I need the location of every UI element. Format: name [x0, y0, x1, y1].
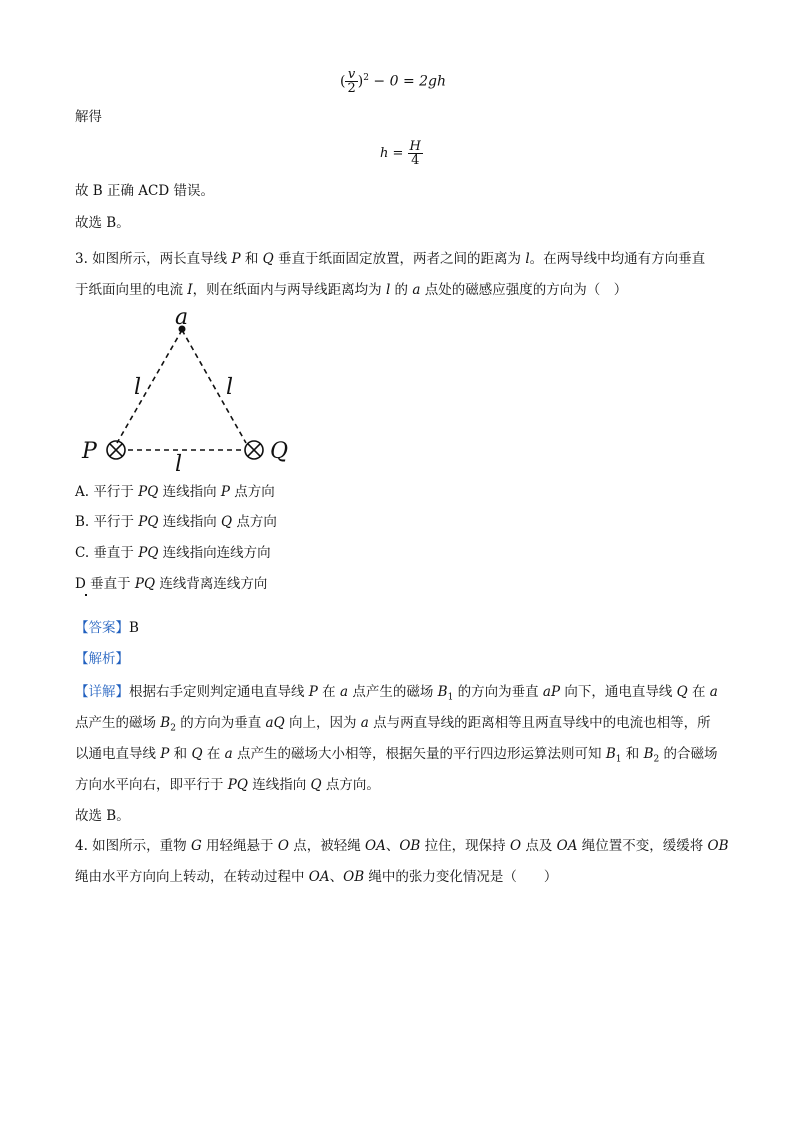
q3-line-2: 于纸面向里的电流 I，则在纸面内与两导线距离均为 l 的 a 点处的磁感应强度的方向为（ ） [75, 282, 628, 298]
wire-P-cross-icon [107, 441, 125, 459]
q3-line-1: 3. 如图所示，两长直导线 P 和 Q 垂直于纸面固定放置，两者之间的距离为 l。在两导线中均通有方向垂直 [75, 251, 706, 267]
label-l-left: l [134, 375, 142, 400]
detail-line-1: 【详解】根据右手定则判定通电直导线 P 在 a 点产生的磁场 $B_1$ 的方向为垂直 aP 向下，通电直导线 Q 在 a [75, 684, 718, 703]
label-l-bottom: l [175, 452, 183, 475]
detail-line-4: 方向水平向右，即平行于 PQ 连线指向 Q 点方向。 [75, 777, 380, 793]
option-d: D 垂直于 PQ 连线背离连线方向 [75, 576, 268, 592]
option-b: B. 平行于 PQ 连线指向 Q 点方向 [75, 514, 277, 530]
choice-line-1: 故选 B。 [75, 215, 130, 231]
option-a: A. 平行于 PQ 连线指向 P 点方向 [75, 484, 275, 500]
detail-line-3: 以通电直导线 P 和 Q 在 a 点产生的磁场大小相等，根据矢量的平行四边形运算法则可知 $B_1$ 和 $B_2$ 的合磁场 [75, 746, 718, 765]
wire-triangle-diagram [70, 300, 310, 475]
label-l-right: l [226, 375, 234, 400]
side-aQ [182, 330, 246, 443]
conclusion-text: 故 B 正确 ACD 错误。 [75, 183, 214, 199]
option-c: C. 垂直于 PQ 连线指向连线方向 [75, 545, 271, 561]
label-Q: Q [270, 439, 289, 464]
side-aP [117, 330, 182, 443]
choice-line-2: 故选 B。 [75, 808, 130, 824]
equation-2: h = $\frac{H}{4}$ [380, 139, 421, 168]
q4-line-1: 4. 如图所示，重物 G 用轻绳悬于 O 点，被轻绳 OA、OB 拉住，现保持 O 点及 OA 绳位置不变，缓缓将 OB [75, 838, 729, 854]
answer-value: B [129, 620, 139, 636]
wire-Q-cross-icon [245, 441, 263, 459]
answer-tag: 【答案】 [75, 620, 129, 636]
stray-dot [85, 594, 87, 596]
label-a: a [175, 305, 189, 330]
solve-label: 解得 [75, 109, 102, 125]
detail-line-2: 点产生的磁场 $B_2$ 的方向为垂直 aQ 向上，因为 a 点与两直导线的距离相等且两直导线中的电流也相等，所 [75, 715, 711, 734]
label-P: P [82, 439, 97, 464]
answer-line [75, 622, 139, 636]
analysis-tag: 【解析】 [75, 651, 129, 667]
q4-line-2: 绳由水平方向向上转动，在转动过程中 OA、OB 绳中的张力变化情况是（ ） [75, 869, 558, 885]
equation-1: ( $\frac{v}{2}$ )$^2$ − 0 = 2gh [340, 67, 447, 96]
